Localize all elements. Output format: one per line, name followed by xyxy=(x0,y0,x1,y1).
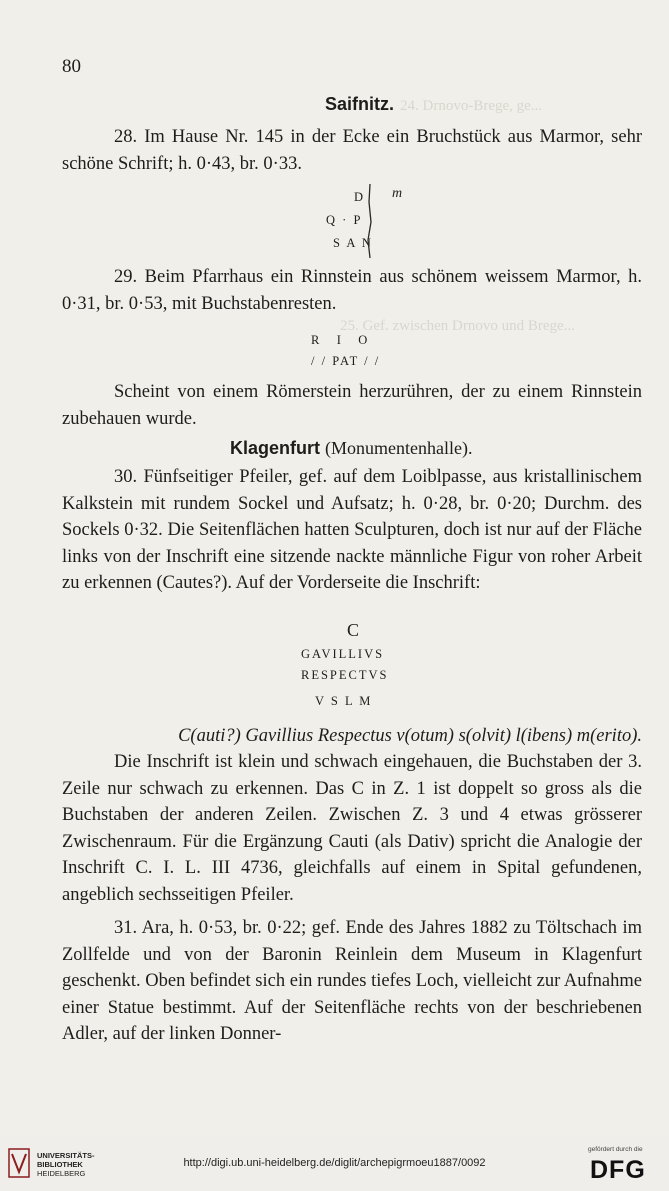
insc28-line1b: m xyxy=(392,186,405,201)
insc29-line2: / / PAT / / xyxy=(311,354,381,368)
dfg-funding-note: gefördert durch die xyxy=(588,1146,643,1153)
insc30-line4: V S L M xyxy=(315,694,373,708)
permalink-url[interactable]: http://digi.ub.uni-heidelberg.de/diglit/archepigrmoeu1887/0092 xyxy=(183,1157,486,1169)
entry-30-commentary: Die Inschrift ist klein und schwach eingehauen, die Buchstaben der 3. Zeile nur schwach zu erkennen. Das C in Z. 1 ist doppelt so gross als die Buchstaben der anderen Zeilen. Zwischen Z. 3 und 4 etwas grösserer Zwischenraum. Für die Ergänzung Cauti (als Dativ) spricht die Analogie der Inschrift C. I. L. III 4736, gleichfalls auf einem in Spital gefundenen, angeblich sechsseitigen Pfeiler. xyxy=(62,752,642,905)
library-line1: UNIVERSITÄTS- xyxy=(37,1151,95,1160)
entry-29: 29. Beim Pfarrhaus ein Rinnstein aus schönem weissem Marmor, h. 0·31, br. 0·53, mit Buchstabenresten. xyxy=(62,267,642,314)
page-number: 80 xyxy=(62,56,81,77)
heading-klagenfurt-title: Klagenfurt xyxy=(230,438,320,458)
entry-28: 28. Im Hause Nr. 145 in der Ecke ein Bruchstück aus Marmor, sehr schöne Schrift; h. 0·43, br. 0·33. xyxy=(62,127,642,174)
fracture-line xyxy=(365,182,375,260)
insc28-line2: Q · P xyxy=(326,213,363,227)
insc30-line2: GAVILLIVS xyxy=(301,647,385,661)
entry-31: 31. Ara, h. 0·53, br. 0·22; gef. Ende des Jahres 1882 zu Töltschach im Zollfelde und von der Baronin Reinlein dem Museum in Klagenfurt geschenkt. Oben befindet sich ein rundes tiefes Loch, vielleicht zur Aufnahme einer Statue bestimmt. Auf der Seitenfläche rechts von der beschriebenen Adler, auf der linken Donner- xyxy=(62,918,642,1044)
section-heading-klagenfurt xyxy=(230,438,472,459)
section-heading-saifnitz: Saifnitz. xyxy=(325,94,395,114)
show-through: 24. Drnovo-Brege, ge... xyxy=(400,98,543,114)
show-through: 25. Gef. zwischen Drnovo und Brege... xyxy=(340,318,575,334)
library-line3: HEIDELBERG xyxy=(37,1169,86,1178)
entry-30-reading: C(auti?) Gavillius Respectus v(otum) s(olvit) l(ibens) m(erito). xyxy=(178,726,642,746)
insc28-line1: D xyxy=(354,190,366,204)
dfg-logo: DFG xyxy=(590,1156,646,1184)
library-line2: BIBLIOTHEK xyxy=(37,1160,83,1169)
entry-30: 30. Fünfseitiger Pfeiler, gef. auf dem Loiblpasse, aus kristallinischem Kalkstein mit rundem Sockel und Aufsatz; h. 0·28, br. 0·20; Durchm. des Sockels 0·32. Die Seitenflächen hatten Sculpturen, doch ist nur auf der Fläche links von der Inschrift eine sitzende nackte männliche Figur von roher Arbeit zu erkennen (Cautes?). Auf der Vorderseite die Inschrift: xyxy=(62,467,642,593)
heading-klagenfurt-sub: (Monumentenhalle). xyxy=(325,438,473,458)
insc30-line3: RESPECTVS xyxy=(301,668,389,682)
insc28-line3: S A N xyxy=(333,236,373,250)
entry-29-note: Scheint von einem Römerstein herzurühren, der zu einem Rinnstein zubehauen wurde. xyxy=(62,382,642,429)
insc29-line1: R I O xyxy=(311,333,370,347)
insc30-line1: C xyxy=(347,620,362,640)
